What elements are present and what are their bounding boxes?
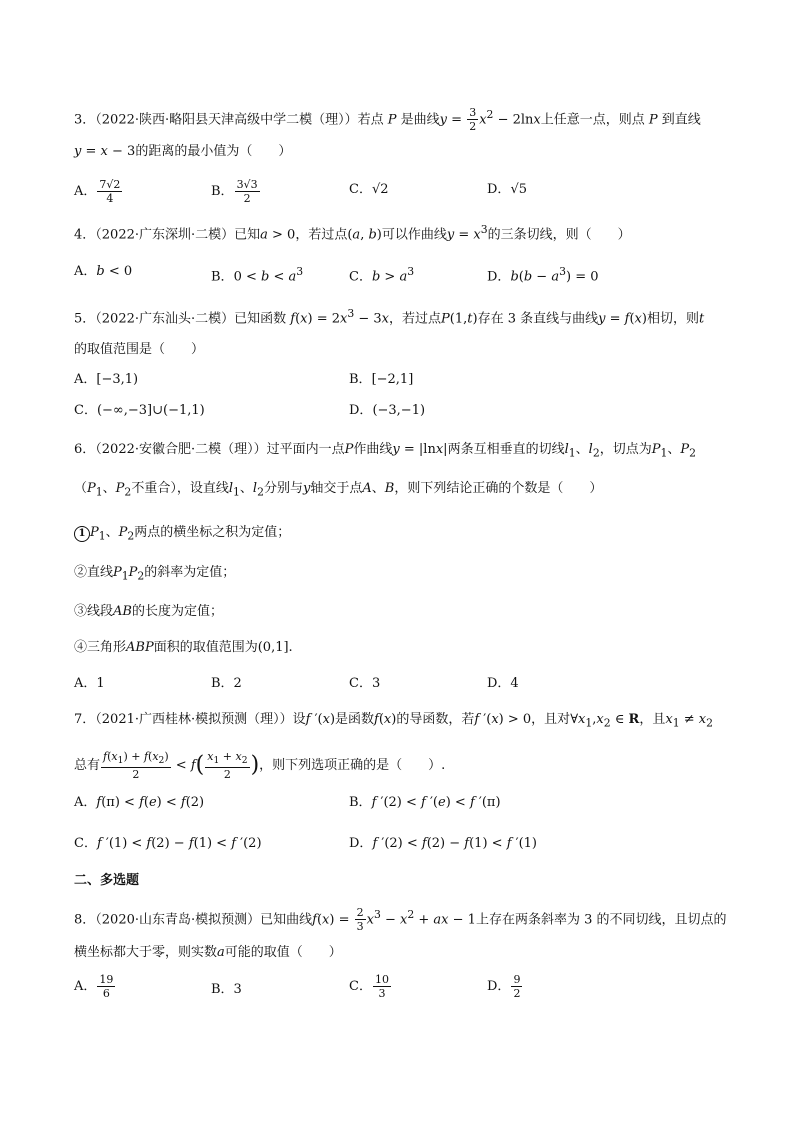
q8-option-d: D． $\frac{9}{2}$: [487, 973, 521, 1000]
q7-option-a: A．f(π) < f(e) < f(2): [74, 795, 205, 810]
q7-stem-line1: 7．（2021·广西桂林·模拟预测（理））设f ′(x)是函数f(x)的导函数，若f ′(x) > 0，且对$\forall x_1,x_2$ ∈ R，且$x_1 \ne x_2$: [74, 712, 714, 730]
section-heading: 二、多选题: [74, 873, 140, 888]
q6-statement-4: ④三角形ABP面积的取值范围为(0,1].: [74, 640, 293, 655]
q6-option-a: A．1: [74, 676, 105, 691]
q6-stem-line1: 6．（2022·安徽合肥·二模（理））过平面内一点P作曲线y = |lnx|两条互相垂直的切线$l_1$、$l_2$，切点为$P_1$、$P_2$: [74, 442, 697, 460]
q3-stem-line2: y = x − 3的距离的最小值为（ ）: [74, 144, 292, 159]
q7-stem-line2: 总有 $\frac{f(x_1) + f(x_2)}{2}$ < f( $\frac{x_1 + x_2}{2}$ )，则下列选项正确的是（ ）.: [74, 750, 446, 782]
q6-statement-2: ②直线$P_1P_2$的斜率为定值；: [74, 565, 236, 583]
q7-option-d: D．f ′(2) < f(2) − f(1) < f ′(1): [349, 836, 537, 851]
q4-option-d: D．$b(b - a^3) = 0$: [487, 265, 599, 285]
q3-option-b: B． $\frac{3√3}{2}$: [211, 178, 258, 205]
q3-option-c: C．√2: [349, 182, 389, 197]
q5-option-d: D．(−3,−1): [349, 403, 426, 418]
q3-stem-line1: 3．（2022·陕西·略阳县天津高级中学二模（理））若点 P 是曲线y = $\frac{3}{2}$ $x^2 - 2\ln x$上任意一点，则点 P 到直线: [74, 106, 701, 134]
q3-option-d: D．√5: [487, 182, 527, 197]
q5-stem-line2: 的取值范围是（ ）: [74, 342, 205, 357]
q7-option-c: C．f ′(1) < f(2) − f(1) < f ′(2): [74, 836, 262, 851]
q6-option-d: D．4: [487, 676, 519, 691]
q8-option-b: B．3: [211, 982, 242, 997]
q5-option-c: C．(−∞,−3]∪(−1,1): [74, 403, 205, 418]
q6-option-b: B．2: [211, 676, 242, 691]
q6-option-c: C．3: [349, 676, 381, 691]
q3-option-a: A． $\frac{7√2}{4}$: [74, 178, 121, 205]
q6-statement-3: ③线段AB的长度为定值；: [74, 604, 223, 619]
q4-option-c: C．$b > a^3$: [349, 265, 415, 285]
q5-option-a: A．[−3,1): [74, 372, 139, 387]
q4-stem: 4．（2022·广东深圳·二模）已知a > 0，若过点(a, b)可以作曲线$y = x^3$的三条切线，则（ ）: [74, 223, 631, 243]
q8-stem-line1: 8．（2020·山东青岛·模拟预测）已知曲线f(x) = $\frac{2}{3}$ $x^3 - x^2$ + ax − 1上存在两条斜率为 3 的不同切线，且切点的: [74, 906, 727, 934]
q6-stem-line2: （$P_1$、$P_2$不重合），设直线$l_1$、$l_2$分别与y轴交于点A、B，则下列结论正确的个数是（ ）: [74, 481, 603, 499]
q5-option-b: B．[−2,1]: [349, 372, 414, 387]
q6-statement-1: 1 $P_1$、$P_2$两点的横坐标之积为定值；: [74, 524, 290, 546]
q8-stem-line2: 横坐标都大于零，则实数a可能的取值（ ）: [74, 945, 342, 960]
q8-option-a: A． $\frac{19}{6}$: [74, 973, 114, 1000]
q5-stem-line1: 5．（2022·广东汕头·二模）已知函数 $f(x) = 2x^3 - 3x$，若过点P(1,t)存在 3 条直线与曲线y = f(x)相切，则t: [74, 307, 705, 327]
q7-option-b: B．f ′(2) < f ′(e) < f ′(π): [349, 795, 501, 810]
q8-option-c: C． $\frac{10}{3}$: [349, 973, 389, 1000]
q4-option-a: A．b < 0: [74, 264, 133, 279]
q4-option-b: B．$0 < b < a^3$: [211, 265, 304, 285]
